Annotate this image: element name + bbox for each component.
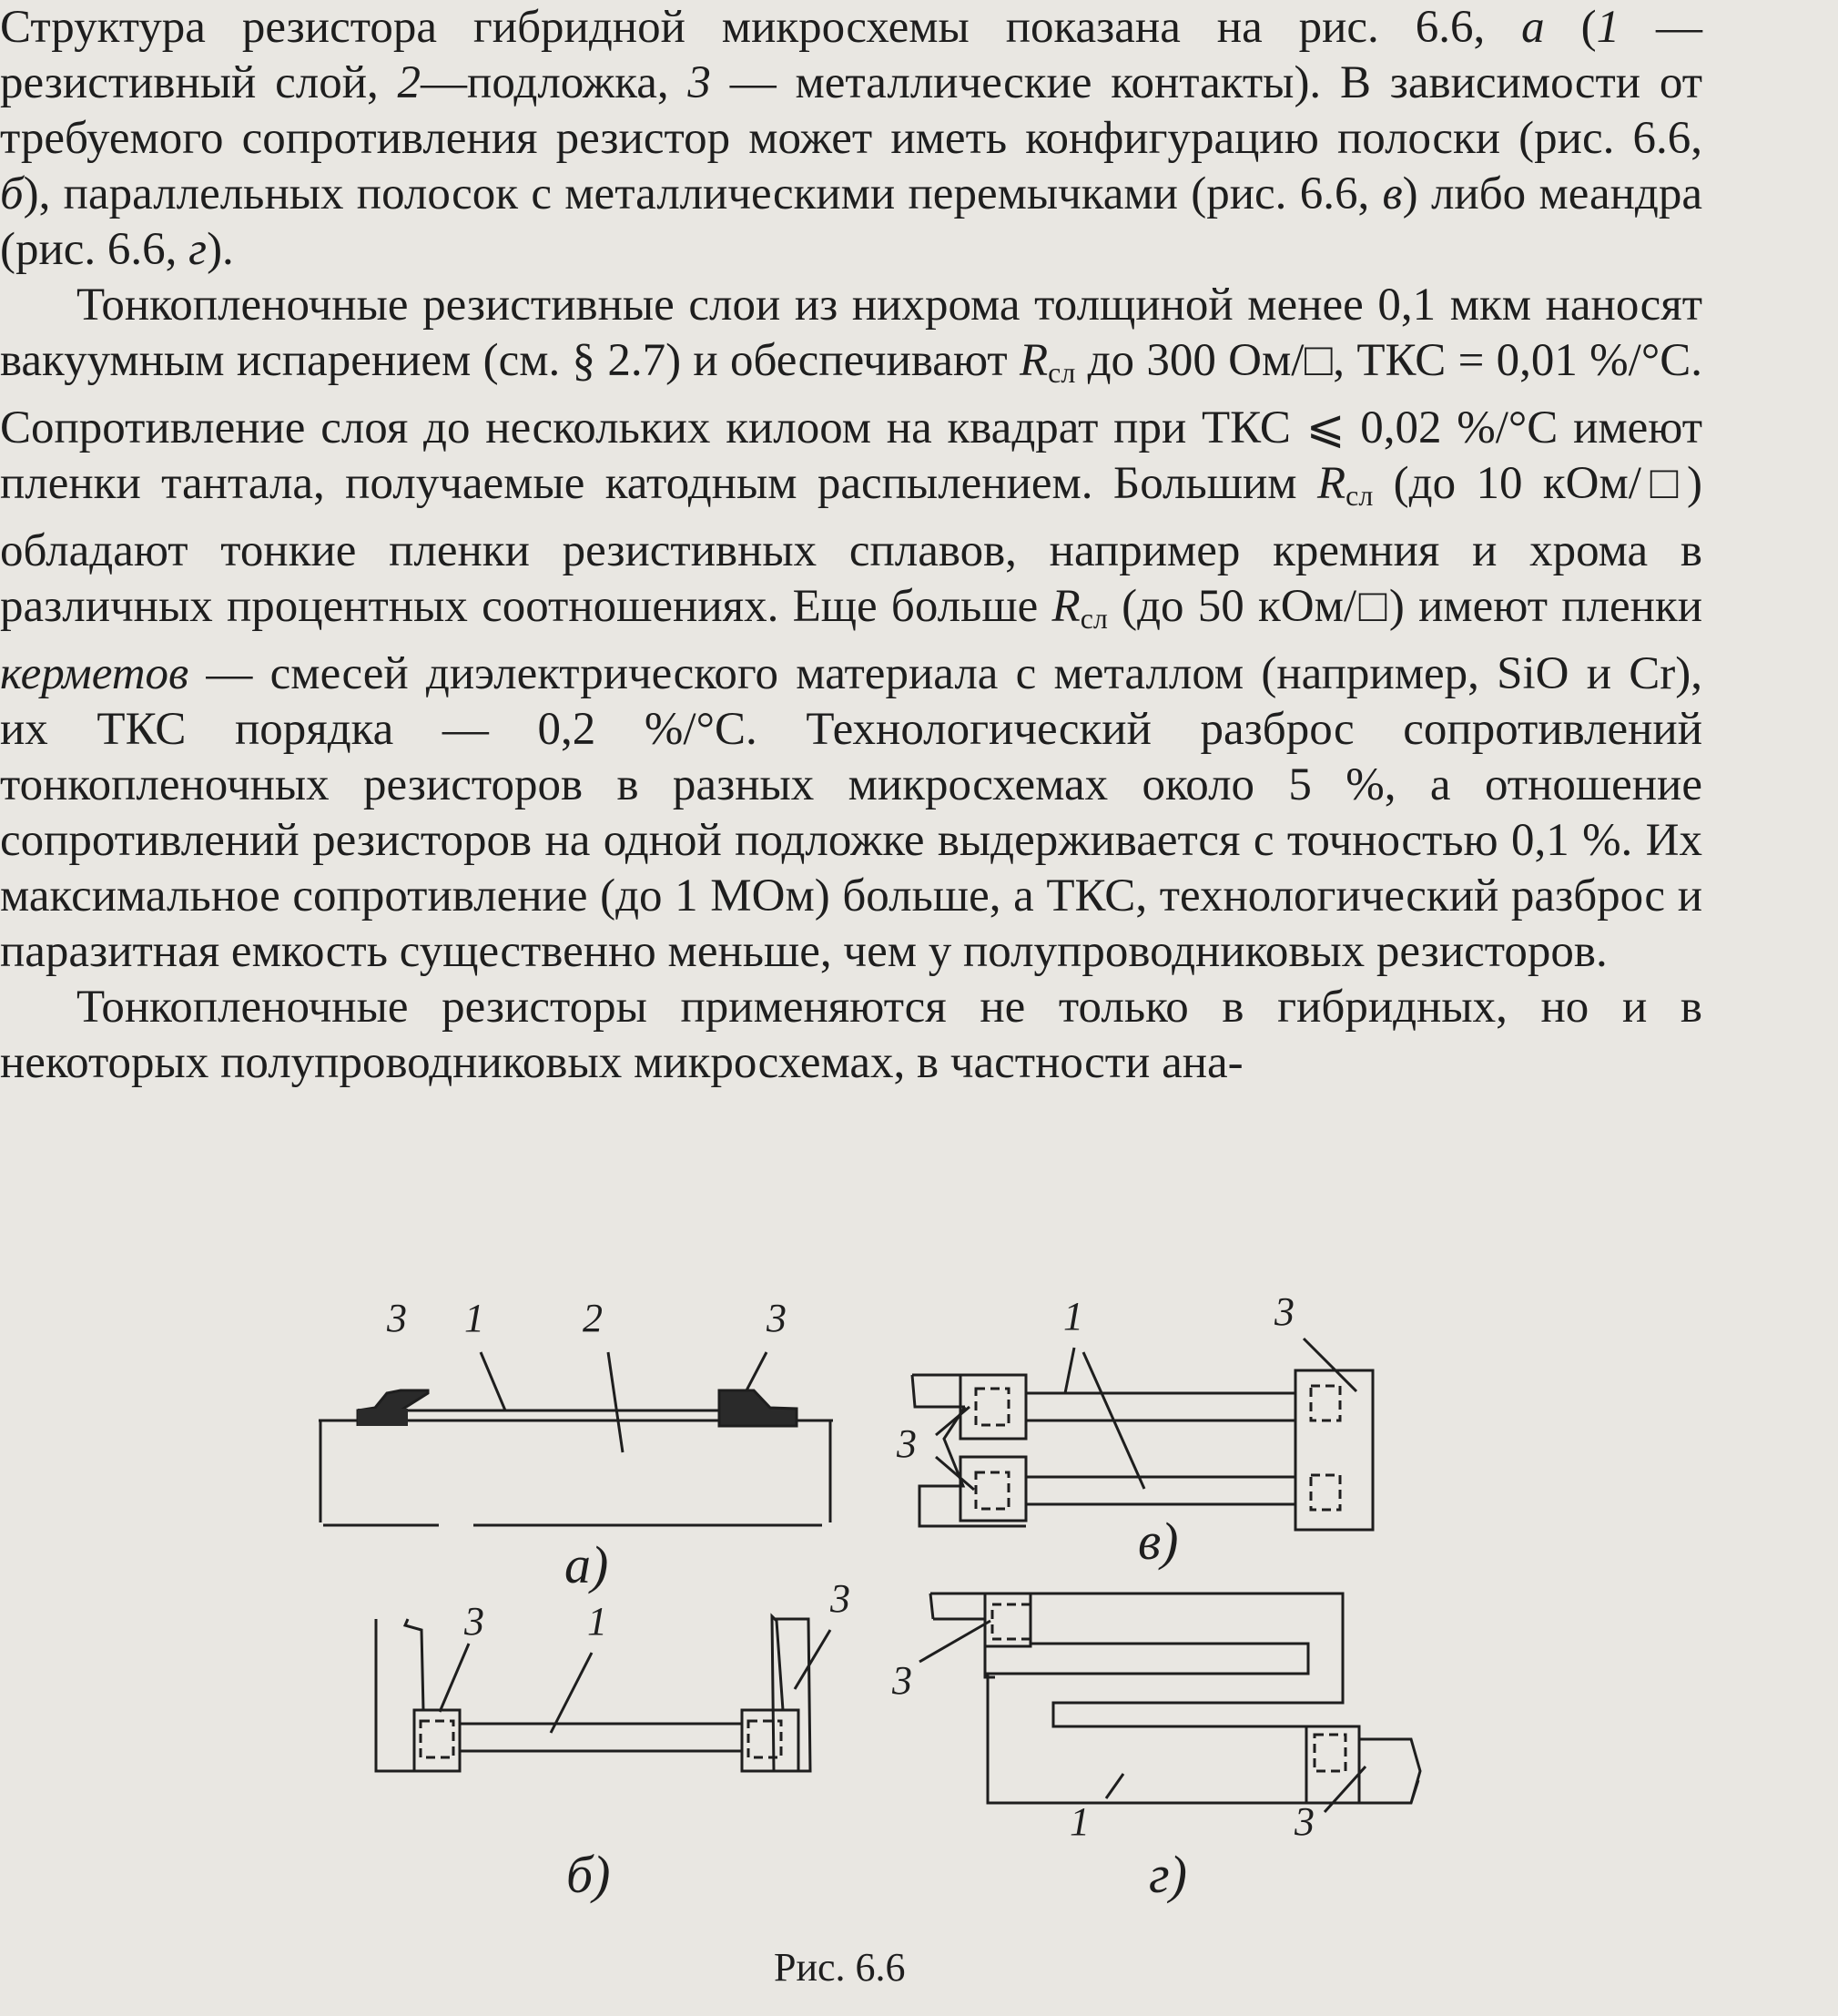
- callout-a-2: 2: [583, 1296, 603, 1340]
- callout-g-3-right: 3: [1295, 1799, 1315, 1844]
- panel-a-cross-section: [319, 1352, 833, 1525]
- right-contact-shape: [719, 1390, 797, 1426]
- text-run: R: [1019, 335, 1049, 386]
- text-run: керметов: [0, 648, 189, 699]
- text-run: Тонкопленочные резисторы применяются не только в гибридных, но и в некоторых полупроводниковых микросхемах, в частности ана-: [0, 982, 1702, 1088]
- text-run: — металлические контакты). В зависимости от требуемого сопротивления резистор может иметь конфигурацию полоски (рис. 6.6,: [0, 57, 1702, 164]
- text-run: 1: [1596, 2, 1620, 53]
- text-run: ).: [207, 224, 234, 275]
- text-run: сл: [1080, 602, 1108, 635]
- text-run: (: [1544, 2, 1597, 53]
- text-run: (до 50 кОм/□) имеют пленки: [1107, 581, 1703, 632]
- text-run: 3: [687, 57, 711, 108]
- text-run: (до 10 кОм/□) обладают тонкие пленки резистивных сплавов, например кремния и хрома в различных процентных соотношениях. Еще больше: [0, 458, 1702, 632]
- callout-b-1: 1: [587, 1599, 607, 1644]
- callout-g-1: 1: [1070, 1799, 1090, 1844]
- text-run: R: [1316, 458, 1346, 509]
- panel-g-meander: [919, 1593, 1420, 1812]
- text-run: ), параллельных полосок с металлическими перемычками (рис. 6.6,: [23, 168, 1383, 219]
- panel-label-a: а): [564, 1535, 609, 1594]
- panel-label-g: г): [1149, 1845, 1187, 1904]
- panel-v-parallel-strips: [912, 1339, 1373, 1530]
- text-run: —подложка,: [421, 57, 688, 108]
- text-run: сл: [1345, 479, 1374, 512]
- text-run: R: [1051, 581, 1081, 632]
- text-run: — смесей диэлектрического материала с металлом (например, SiO и Cr), их ТКС порядка — 0,2 %/°С. Технологический разброс сопротивлений тонкопленочных резисторов в разных микросхемах около 5 %, а отношение сопротивлений резисторов на одной подложке выдерживается с точностью 0,1 %. Их максимальное сопротивление (до 1 МОм) больше, а ТКС, технологический разброс и паразитная емкость существенно меньше, чем у полупроводниковых резисторов.: [0, 648, 1702, 977]
- callout-g-3-left: 3: [892, 1658, 912, 1703]
- text-run: в: [1382, 168, 1403, 219]
- panel-label-v: в): [1138, 1512, 1179, 1571]
- text-run: Структура резистора гибридной микросхемы показана на рис. 6.6,: [0, 2, 1522, 53]
- text-run: Тонкопленочные резистивные слои из нихрома толщиной менее 0,1 мкм наносят вакуумным испарением (см. § 2.7) и обеспечивают: [0, 280, 1702, 386]
- callout-v-3-top: 3: [1274, 1289, 1295, 1334]
- text-run: г: [188, 224, 208, 275]
- callout-b-3-right: 3: [830, 1576, 850, 1621]
- callout-b-3-left: 3: [464, 1599, 484, 1644]
- text-run: — резистивный слой,: [0, 2, 1703, 108]
- text-run: а: [1521, 2, 1545, 53]
- callout-v-1: 1: [1063, 1294, 1083, 1339]
- text-run: ) либо меандра (рис. 6.6,: [0, 168, 1702, 275]
- callout-a-1: 1: [464, 1296, 484, 1340]
- callout-a-3-left: 3: [387, 1296, 407, 1340]
- panel-label-b: б): [566, 1845, 611, 1904]
- callout-v-3-left: 3: [897, 1421, 917, 1466]
- callout-a-3-right: 3: [767, 1296, 787, 1340]
- figure-caption: Рис. 6.6: [774, 1945, 906, 1990]
- text-run: до 300 Ом/□, ТКС = 0,01 %/°С. Сопротивление слоя до нескольких килоом на квадрат при ТКС ⩽ 0,02 %/°С имеют пленки тантала, получаемые катодным распылением. Большим: [0, 335, 1702, 509]
- text-run: сл: [1048, 356, 1076, 389]
- text-run: б: [0, 168, 24, 219]
- text-run: 2: [397, 57, 421, 108]
- panel-labels: [564, 1512, 1187, 1904]
